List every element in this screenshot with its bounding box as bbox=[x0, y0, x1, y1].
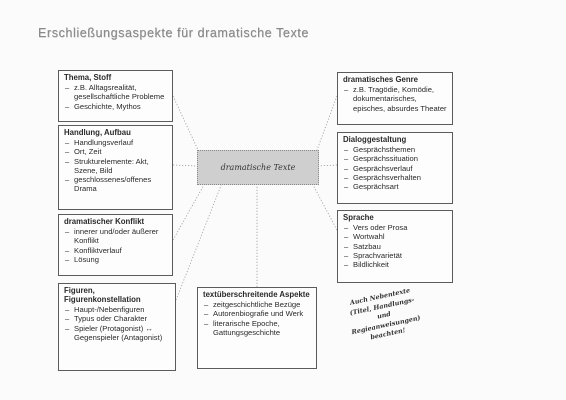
list-item: – Strukturelemente: Akt, Szene, Bild bbox=[64, 157, 168, 176]
list-item: – Spieler (Protagonist) ↔ Gegenspieler (Antagonist) bbox=[64, 324, 171, 343]
list-item: – z.B. Tragödie, Komödie, dokumentarisches, episches, absurdes Theater bbox=[343, 85, 448, 113]
connector-sprache bbox=[312, 183, 337, 230]
list-item: – innerer und/oder äußerer Konflikt bbox=[64, 227, 168, 246]
page-title: Erschließungsaspekte für dramatische Texte bbox=[38, 26, 309, 40]
box-heading: Thema, Stoff bbox=[64, 73, 112, 82]
list-item: – geschlossenes/offenes Drama bbox=[64, 175, 168, 194]
box-dramatisches-genre bbox=[337, 72, 453, 125]
list-item: – Sprachvarietät bbox=[343, 251, 448, 260]
list-item: – Gesprächsart bbox=[343, 182, 448, 191]
list-item: – z.B. Alltagsrealität, gesellschaftliche Probleme bbox=[64, 83, 168, 102]
list-item: – Geschichte, Mythos bbox=[64, 102, 168, 111]
list-item: – Typus oder Charakter bbox=[64, 314, 171, 323]
box-heading: Dialoggestaltung bbox=[343, 135, 407, 144]
box-heading: dramatisches Genre bbox=[343, 75, 418, 84]
connector-genre bbox=[317, 96, 337, 150]
connector-handlung bbox=[173, 165, 197, 166]
list-item: – Handlungsverlauf bbox=[64, 138, 168, 147]
list-item: – literarische Epoche, Gattungsgeschichte bbox=[203, 319, 312, 338]
box-handlung-aufbau bbox=[58, 125, 173, 210]
box-heading: Figuren, Figurenkonstellation bbox=[64, 286, 141, 304]
list-item: – Ort, Zeit bbox=[64, 147, 168, 156]
box-heading: dramatischer Konflikt bbox=[64, 217, 145, 226]
connector-konflikt bbox=[173, 183, 205, 240]
connector-dialog bbox=[317, 165, 337, 166]
handwritten-note: Auch Nebentexte (Titel, Handlungs- und Regieanweisungen) beachten! bbox=[348, 286, 422, 342]
connector-figuren bbox=[176, 183, 222, 300]
list-item: – Haupt-/Nebenfiguren bbox=[64, 305, 171, 314]
box-heading: textüberschreitende Aspekte bbox=[203, 290, 310, 299]
box-heading: Handlung, Aufbau bbox=[64, 128, 131, 137]
center-topic: dramatische Texte bbox=[197, 150, 319, 185]
list-item: – Bildlichkeit bbox=[343, 260, 448, 269]
box-heading: Sprache bbox=[343, 213, 374, 222]
list-item: – Gesprächssituation bbox=[343, 154, 448, 163]
box-figuren bbox=[58, 283, 176, 371]
list-item: – Wortwahl bbox=[343, 232, 448, 241]
box-sprache bbox=[337, 210, 453, 283]
box-dialoggestaltung bbox=[337, 132, 453, 204]
box-dramatischer-konflikt bbox=[58, 214, 173, 276]
list-item: – Autorenbiografie und Werk bbox=[203, 309, 312, 318]
list-item: – Vers oder Prosa bbox=[343, 223, 448, 232]
box-textueberschreitende-aspekte bbox=[197, 287, 317, 369]
connector-thema bbox=[173, 96, 198, 150]
list-item: – Lösung bbox=[64, 255, 168, 264]
list-item: – Satzbau bbox=[343, 242, 448, 251]
list-item: – Konfliktverlauf bbox=[64, 246, 168, 255]
list-item: – Gesprächsverlauf bbox=[343, 164, 448, 173]
list-item: – Gesprächsthemen bbox=[343, 145, 448, 154]
list-item: – Gesprächsverhalten bbox=[343, 173, 448, 182]
box-thema-stoff bbox=[58, 70, 173, 122]
list-item: – zeitgeschichtliche Bezüge bbox=[203, 300, 312, 309]
